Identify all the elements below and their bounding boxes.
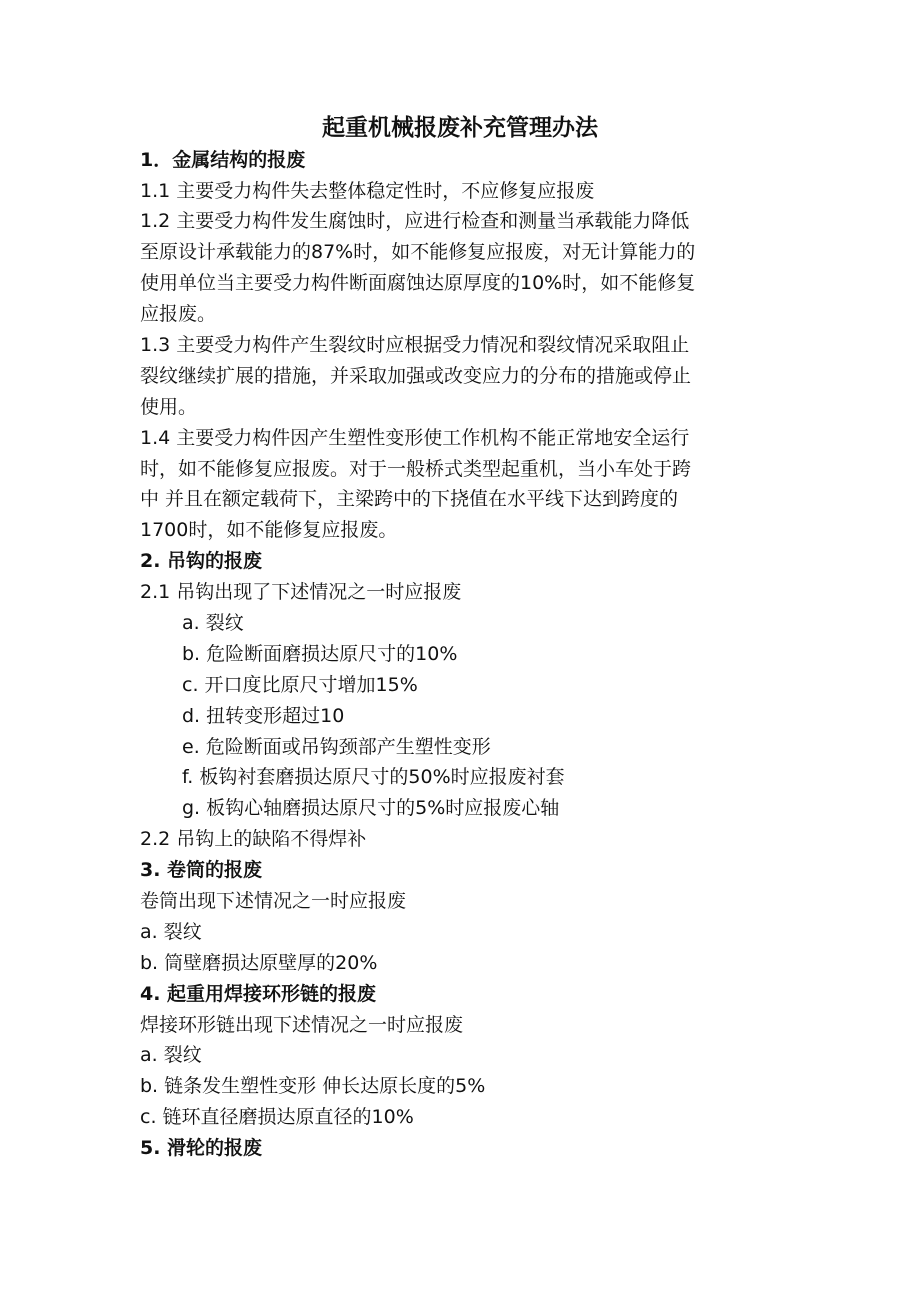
paragraph-line: 焊接环形链出现下述情况之一时应报废 [140,1014,464,1036]
paragraph-line: 1.1 主要受力构件失去整体稳定性时，不应修复应报废 [140,180,595,202]
paragraph-line: 使用。 [140,396,198,418]
list-item: c. 链环直径磨损达原直径的10% [140,1106,414,1128]
section-heading-2: 2. 吊钩的报废 [140,550,263,572]
section-heading-5: 5. 滑轮的报废 [140,1137,263,1159]
list-item: g. 板钩心轴磨损达原尺寸的5%时应报废心轴 [182,797,560,819]
paragraph-line: 裂纹继续扩展的措施，并采取加强或改变应力的分布的措施或停止 [140,365,692,387]
section-heading-1: 1．金属结构的报废 [140,149,306,171]
list-item: b. 危险断面磨损达原尺寸的10% [182,643,458,665]
paragraph-line: 卷筒出现下述情况之一时应报废 [140,890,407,912]
paragraph-line: 使用单位当主要受力构件断面腐蚀达原厚度的10%时，如不能修复 [140,272,696,294]
list-item: b. 链条发生塑性变形 伸长达原长度的5% [140,1075,486,1097]
section-heading-3: 3. 卷筒的报废 [140,859,263,881]
paragraph-line: 时，如不能修复应报废。对于一般桥式类型起重机，当小车处于跨 [140,458,692,480]
paragraph-line: 中 并且在额定载荷下，主梁跨中的下挠值在水平线下达到跨度的 [140,488,679,510]
document-title: 起重机械报废补充管理办法 [322,115,598,141]
list-item: f. 板钩衬套磨损达原尺寸的50%时应报废衬套 [182,766,565,788]
paragraph-line: 2.2 吊钩上的缺陷不得焊补 [140,828,367,850]
list-item: a. 裂纹 [182,612,244,634]
paragraph-line: 2.1 吊钩出现了下述情况之一时应报废 [140,581,462,603]
section-heading-4: 4. 起重用焊接环形链的报废 [140,983,377,1005]
paragraph-line: 1.4 主要受力构件因产生塑性变形使工作机构不能正常地安全运行 [140,427,690,449]
paragraph-line: 应报废。 [140,303,217,325]
list-item: b. 筒壁磨损达原壁厚的20% [140,952,378,974]
list-item: a. 裂纹 [140,1044,202,1066]
list-item: a. 裂纹 [140,921,202,943]
list-item: c. 开口度比原尺寸增加15% [182,674,418,696]
list-item: d. 扭转变形超过10 [182,705,345,727]
list-item: e. 危险断面或吊钩颈部产生塑性变形 [182,736,491,758]
paragraph-line: 1700时，如不能修复应报废。 [140,519,398,541]
paragraph-line: 1.2 主要受力构件发生腐蚀时，应进行检查和测量当承载能力降低 [140,210,690,232]
paragraph-line: 1.3 主要受力构件产生裂纹时应根据受力情况和裂纹情况采取阻止 [140,334,690,356]
paragraph-line: 至原设计承载能力的87%时，如不能修复应报废，对无计算能力的 [140,241,696,263]
